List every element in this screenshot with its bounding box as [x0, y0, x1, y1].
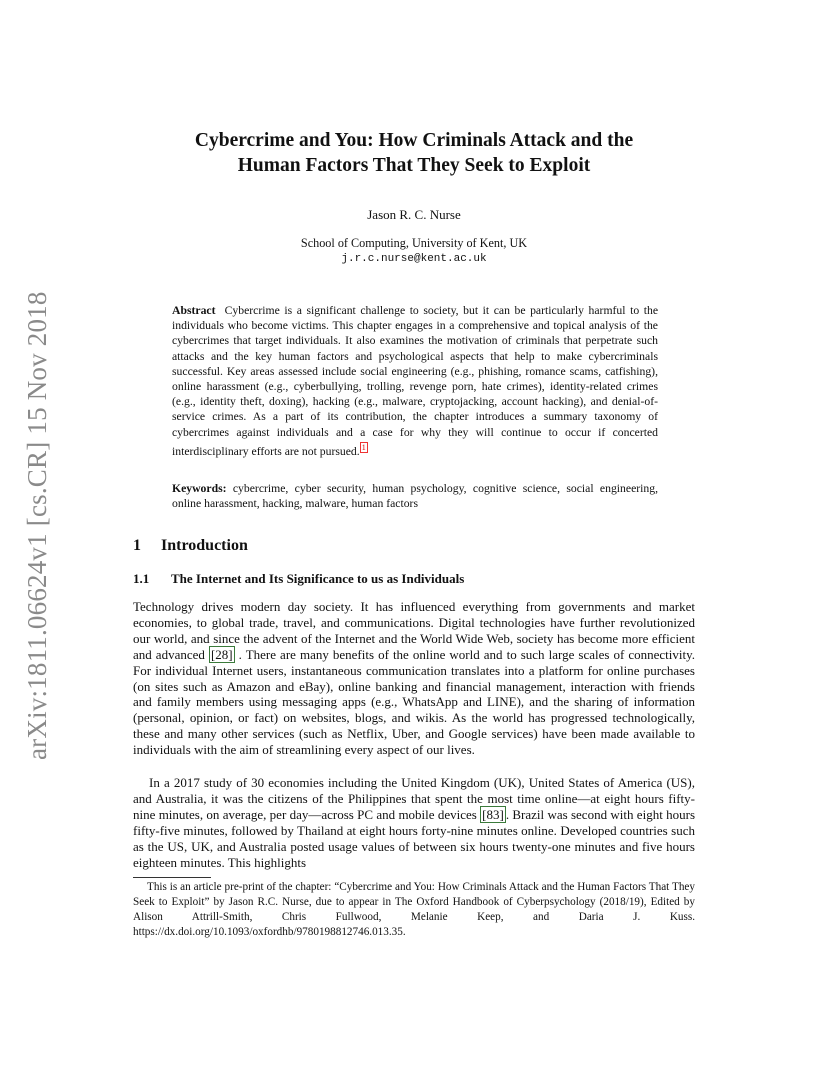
arxiv-identifier: arXiv:1811.06624v1 [cs.CR] 15 Nov 2018 — [22, 291, 52, 760]
paper-title — [130, 128, 698, 178]
section-title: Introduction — [161, 537, 248, 554]
paragraph-2-text-b: . Brazil was second with eight hours fifty-five minutes, followed by Thailand at eight hours forty-nine minutes online. Developed countries such as the US, UK, and Australia posted usage values of between six hours twenty-one minutes and five hours eighteen minutes. This highlights — [133, 806, 695, 870]
subsection-number: 1.1 — [133, 571, 150, 586]
keywords-text: cybercrime, cyber security, human psychology, cognitive science, social engineering, online harassment, hacking, malware, human factors — [172, 482, 659, 511]
paragraph-1-text-a: Technology drives modern day society. It has influenced everything from governments and market economies, to global trade, travel, and communications. Digital technologies have further revolutionized our world, and since the advent of the Internet and the World Wide Web, society has become more efficient and advanced — [133, 599, 695, 662]
footnote-marker-link[interactable]: 1 — [361, 442, 366, 452]
affiliation-block — [130, 236, 698, 267]
citation-link-83[interactable]: [83] — [482, 806, 504, 822]
affiliation: School of Computing, University of Kent, UK — [300, 236, 528, 250]
abstract — [172, 303, 658, 459]
paragraph-2-text-a: In a 2017 study of 30 economies including the United Kingdom (UK), United States of America (US), and Australia, it was the citizens of the Philippines that spent the most time online—at eight hours fifty-nine minutes, on average, per day—across PC and mobile devices — [133, 775, 695, 822]
section-heading — [133, 537, 248, 555]
subsection-title: The Internet and Its Significance to us as Individuals — [171, 571, 465, 586]
abstract-label: Abstract — [172, 304, 216, 317]
body-paragraph-2 — [133, 775, 695, 870]
footnote-divider — [133, 877, 211, 878]
author-email[interactable]: j.r.c.nurse@kent.ac.uk — [341, 252, 487, 265]
abstract-text: Cybercrime is a significant challenge to society, but it can be particularly harmful to the individuals who become victims. This chapter engages in a comprehensive and topical analysis of the cybercrimes that target individuals. It also examines the motivation of criminals that perpetrate such attacks and the key human factors and psychological aspects that help to make cybercriminals successful. Key areas assessed include social engineering (e.g., phishing, romance scams, catfishing), online harassment (e.g., cyberbullying, trolling, revenge porn, hate crimes), identity-related crimes (e.g., identity theft, doxing), hacking (e.g., malware, cryptojacking, account hacking), and denial-of-service crimes. As a part of its contribution, the chapter introduces a summary taxonomy of cybercrimes against individuals and a case for why they will continue to occur if concerted interdisciplinary efforts are not pursued. — [172, 304, 659, 458]
title-line-1: Cybercrime and You: How Criminals Attack and the — [194, 130, 634, 151]
citation-link-28[interactable]: [28] — [210, 646, 233, 662]
title-line-2: Human Factors That They Seek to Exploit — [237, 155, 591, 176]
keywords — [172, 481, 658, 511]
body-paragraph-1 — [133, 599, 695, 758]
author-name: Jason R. C. Nurse — [367, 207, 461, 222]
footnote: This is an article pre-print of the chapter: “Cybercrime and You: How Criminals Attack and the Human Factors That They Seek to Exploit” by Jason R.C. Nurse, due to appear in The Oxford Handbook of Cyberpsychology (2018/19), Edited by Alison Attrill-Smith, Chris Fullwood, Melanie Keep, and Daria J. Kuss. https://dx.doi.org/10.1093/oxfordhb/9780198812746.013.35. — [133, 881, 695, 938]
subsection-heading — [133, 571, 464, 587]
paragraph-1-text-b: . There are many benefits of the online world and to such large scales of connectivity. For individual Internet users, instantaneous communication translates into a platform for online purchases (on sites such as Amazon and eBay), online banking and financial management, interaction with friends and family members using messaging apps (e.g., WhatsApp and LINE), and the sharing of information (personal, opinion, or fact) on websites, blogs, and wikis. As the world has progressed technologically, these and many other services (such as Netflix, Uber, and Google services) have been made available to individuals with the aim of streamlining every aspect of our lives. — [133, 646, 695, 758]
keywords-label: Keywords: — [172, 482, 227, 495]
section-number: 1 — [133, 537, 141, 554]
